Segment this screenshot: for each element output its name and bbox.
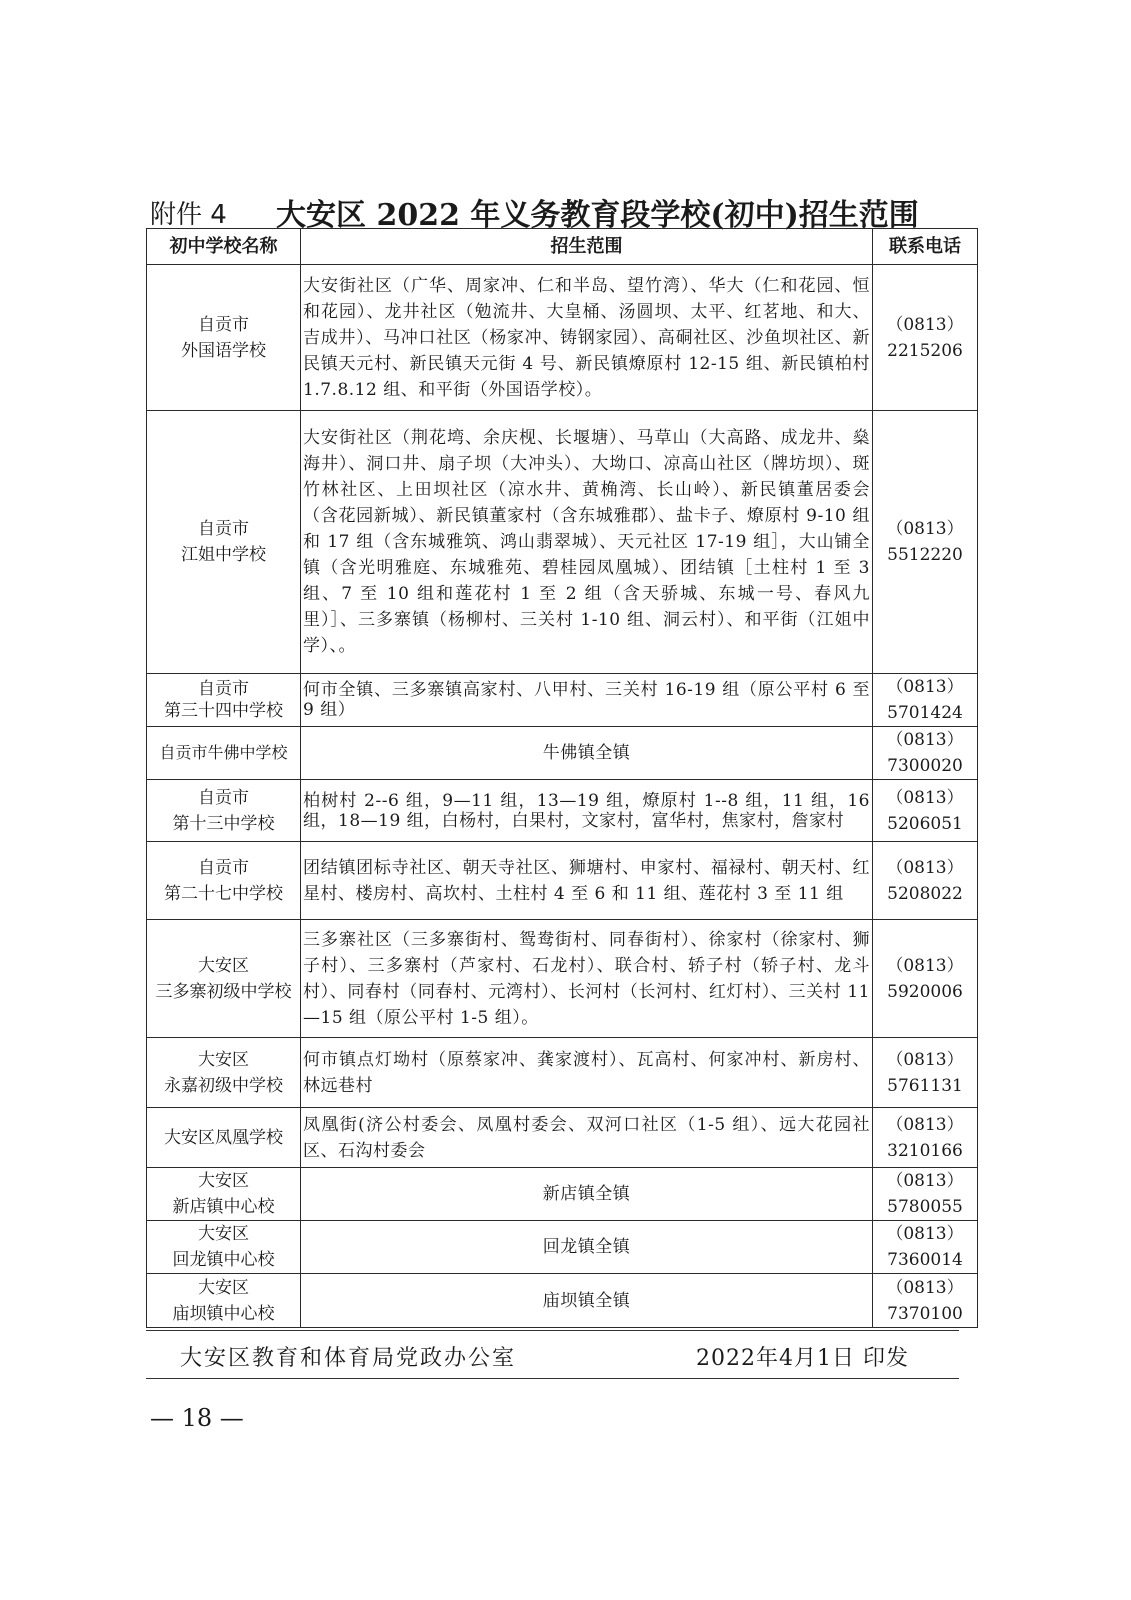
phone-cell [873,1274,978,1328]
phone-number: 5512220 [887,545,963,565]
phone-number: 5780055 [887,1197,963,1217]
school-name-line: 外国语学校 [181,340,266,361]
phone-cell [873,265,978,411]
school-name-line: 第三十四中学校 [164,701,283,721]
phone-area-code: （0813） [886,730,964,750]
school-name-line: 自贡市 [198,787,249,808]
column-header-school: 初中学校名称 [147,229,301,265]
school-name-line: 第十三中学校 [172,813,275,834]
table-row [147,1221,978,1274]
phone-number: 5206051 [887,813,963,834]
scope-cell: 牛佛镇全镇 [301,727,873,780]
table-row [147,1168,978,1221]
scope-cell: 三多寨社区（三多寨街村、鸳鸯街村、同春街村）、徐家村（徐家村、狮子村）、三多寨村（芦家村、石龙村）、联合村、轿子村（轿子村、龙斗村）、同春村（同春村、元湾村）、长河村（长河村、红灯村）、三关村 11—15 组（原公平村 1-5 组）。 [301,920,873,1038]
phone-number: 7370100 [887,1303,963,1324]
phone-area-code: （0813） [886,1114,964,1135]
school-name-line: 自贡市 [198,679,249,699]
attachment-label: 附件 4 [150,200,227,230]
school-name-line: 大安区凤凰学校 [164,1127,283,1148]
scope-cell: 大安街社区（荆花塆、余庆枧、长堰塘）、马草山（大高路、成龙井、燊海井）、洞口井、扇子坝（大冲头）、大坳口、凉高山社区（牌坊坝）、斑竹林社区、上田坝社区（凉水井、黄桷湾、长山岭）、新民镇董居委会（含花园新城）、新民镇董家村（含东城雅郡）、盐卡子、燎原村 9-10 组和 17 组（含东城雅筑、鸿山翡翠城）、天元社区 17-19 组］，大山铺全镇（含光明雅庭、东城雅苑、碧桂园凤凰城）、团结镇［土柱村 1 至 3 组、7 至 10 组和莲花村 1 至 2 组（含天骄城、东城一号、春风九里）］、三多寨镇（杨柳村、三关村 1-10 组、洞云村）、和平街（江姐中学）、。 [301,411,873,674]
table-row [147,780,978,842]
school-name-cell [147,1038,301,1108]
school-name-line: 自贡市牛佛中学校 [159,743,288,762]
phone-area-code: （0813） [886,519,964,539]
table-row [147,674,978,727]
table-row [147,1274,978,1328]
phone-area-code: （0813） [886,1171,964,1191]
phone-cell [873,920,978,1038]
phone-number: 7300020 [887,756,963,776]
table-row [147,842,978,920]
phone-area-code: （0813） [886,955,964,976]
school-name-line: 庙坝镇中心校 [172,1303,275,1324]
school-name-cell [147,1108,301,1168]
school-name-line: 江姐中学校 [181,545,266,565]
column-header-phone: 联系电话 [873,229,978,265]
school-name-line: 永嘉初级中学校 [164,1075,283,1096]
school-name-cell [147,1168,301,1221]
scope-cell: 新店镇全镇 [301,1168,873,1221]
scope-cell: 凤凰街(济公村委会、凤凰村委会、双河口社区（1-5 组）、远大花园社区、石沟村委会 [301,1108,873,1168]
scope-cell: 团结镇团标寺社区、朝天寺社区、狮塘村、申家村、福禄村、朝天村、红星村、楼房村、高坎村、土柱村 4 至 6 和 11 组、莲花村 3 至 11 组 [301,842,873,920]
phone-area-code: （0813） [886,1049,964,1070]
issue-date: 2022年4月1日 印发 [696,1346,909,1371]
page-number: — 18 — [150,1404,244,1432]
school-name-line: 回龙镇中心校 [172,1250,275,1270]
phone-number: 5701424 [887,703,963,723]
phone-cell [873,1038,978,1108]
table-row [147,411,978,674]
school-name-cell [147,265,301,411]
school-name-line: 自贡市 [198,857,249,878]
table-row [147,1108,978,1168]
school-name-cell [147,674,301,727]
phone-area-code: （0813） [886,787,964,808]
phone-area-code: （0813） [886,677,964,697]
phone-number: 5920006 [887,981,963,1002]
title-row [148,190,978,233]
phone-cell [873,1108,978,1168]
school-name-cell [147,1221,301,1274]
school-name-line: 自贡市 [198,519,249,539]
document-title: 大安区 2022 年义务教育段学校(初中)招生范围 [276,198,919,233]
phone-number: 3210166 [887,1140,963,1161]
phone-area-code: （0813） [886,314,964,335]
school-name-line: 三多寨初级中学校 [155,981,292,1002]
phone-cell [873,1168,978,1221]
phone-cell [873,411,978,674]
phone-cell [873,727,978,780]
phone-area-code: （0813） [886,857,964,878]
scope-cell: 何市全镇、三多寨镇高家村、八甲村、三关村 16-19 组（原公平村 6 至 9 组） [301,674,873,727]
school-name-cell [147,842,301,920]
phone-number: 5761131 [887,1075,963,1096]
school-name-line: 大安区 [198,955,249,976]
phone-area-code: （0813） [886,1277,964,1298]
scope-cell: 大安街社区（广华、周家冲、仁和半岛、望竹湾）、华大（仁和花园、恒和花园）、龙井社区（勉流井、大皇桶、汤圆坝、太平、红茗地、和大、吉成井）、马冲口社区（杨家冲、铸钢家园）、高硐社区、沙鱼坝社区、新民镇天元村、新民镇天元街 4 号、新民镇燎原村 12-15 组、新民镇柏村 1.7.8.12 组、和平街（外国语学校）。 [301,265,873,411]
school-name-line: 大安区 [198,1277,249,1298]
table-row [147,920,978,1038]
scope-cell: 柏树村 2--6 组，9—11 组，13—19 组，燎原村 1--8 组，11 组，16 组，18—19 组，白杨村，白果村，文家村，富华村，焦家村，詹家村 [301,780,873,842]
phone-area-code: （0813） [886,1224,964,1244]
enrollment-table [146,228,978,1328]
school-name-cell [147,1274,301,1328]
school-name-line: 新店镇中心校 [172,1197,275,1217]
school-name-cell [147,411,301,674]
footer-bottom-rule [146,1378,959,1379]
school-name-line: 大安区 [198,1049,249,1070]
scope-cell: 回龙镇全镇 [301,1221,873,1274]
phone-number: 7360014 [887,1250,963,1270]
school-name-line: 大安区 [198,1224,249,1244]
school-name-cell [147,780,301,842]
table-row [147,727,978,780]
phone-number: 5208022 [887,883,963,904]
school-name-line: 大安区 [198,1171,249,1191]
school-name-cell [147,920,301,1038]
phone-cell [873,674,978,727]
phone-cell [873,842,978,920]
school-name-line: 自贡市 [198,314,249,335]
school-name-line: 第二十七中学校 [164,883,283,904]
footer-top-rule [146,1330,959,1331]
scope-cell: 何市镇点灯坳村（原蔡家冲、龚家渡村）、瓦高村、何家冲村、新房村、林远巷村 [301,1038,873,1108]
issuer-text: 大安区教育和体育局党政办公室 [180,1346,517,1371]
phone-number: 2215206 [887,340,963,361]
scope-cell: 庙坝镇全镇 [301,1274,873,1328]
table-row [147,265,978,411]
phone-cell [873,780,978,842]
table-header-row [147,229,978,265]
phone-cell [873,1221,978,1274]
column-header-scope: 招生范围 [301,229,873,265]
school-name-cell [147,727,301,780]
table-row [147,1038,978,1108]
